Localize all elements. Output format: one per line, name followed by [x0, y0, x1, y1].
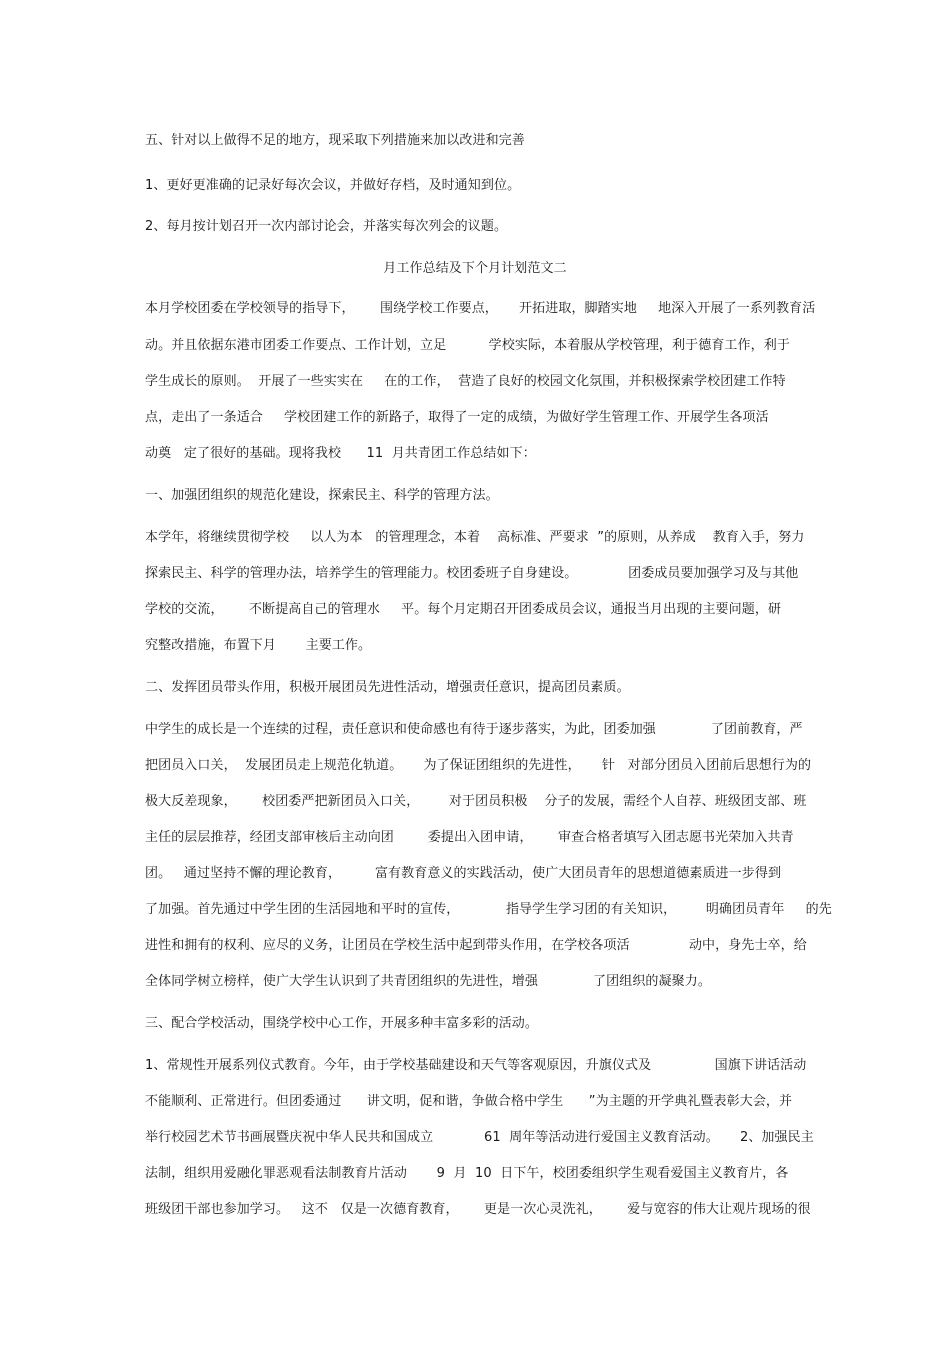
section-5-heading: 五、针对以上做得不足的地方，现采取下列措施来加以改进和完善 [145, 133, 525, 148]
paragraph-line: 团。 通过坚持不懈的理论教育， 富有教育意义的实践活动，使广大团员青年的思想道德素质进一步得到 [145, 866, 782, 881]
paragraph-line: 了加强。首先通过中学生团的生活园地和平时的宣传， 指导学生学习团的有关知识， 明确团员青年 的先 [145, 902, 832, 917]
paragraph-line: 点，走出了一条适合 学校团建工作的新路子，取得了一定的成绩，为做好学生管理工作、开展学生各项活 [145, 410, 769, 425]
section-1-heading: 一、加强团组织的规范化建设，探索民主、科学的管理方法。 [145, 488, 499, 503]
section-2-heading: 二、发挥团员带头作用，积极开展团员先进性活动，增强责任意识，提高团员素质。 [145, 680, 630, 695]
paragraph-line: 究整改措施，布置下月 主要工作。 [145, 638, 372, 653]
paragraph-line: 动奠 定了很好的基础。现将我校 11 月共青团工作总结如下： [145, 446, 536, 461]
paragraph-line: 主任的层层推荐，经团支部审核后主动向团 委提出入团申请， 审查合格者填写入团志愿书光荣加入共青 [145, 830, 794, 845]
section-3-heading: 三、配合学校活动，围绕学校中心工作，开展多种丰富多彩的活动。 [145, 1016, 539, 1031]
paragraph-line: 班级团干部也参加学习。 这不 仅是一次德育教育， 更是一次心灵洗礼， 爱与宽容的伟大让观片现场的很 [145, 1202, 811, 1217]
paragraph-line: 法制，组织用爱融化罪恶观看法制教育片活动 9 月 10 日下午，校团委组织学生观看爱国主义教育片，各 [145, 1166, 789, 1181]
paragraph-line: 本学年，将继续贯彻学校 以人为本 的管理理念，本着 高标准、严要求 ”的原则，从养成 教育入手，努力 [145, 530, 805, 545]
paragraph-line: 学校的交流， 不断提高自己的管理水 平。每个月定期召开团委成员会议，通报当月出现的主要问题，研 [145, 602, 782, 617]
paragraph-line: 不能顺利、正常进行。但团委通过 讲文明，促和谐，争做合格中学生 ”为主题的开学典礼暨表彰大会，并 [145, 1094, 793, 1109]
paragraph-line: 极大反差现象， 校团委严把新团员入口关， 对于团员积极 分子的发展，需经个人自荐、班级团支部、班 [145, 794, 807, 809]
document-title: 月工作总结及下个月计划范文二 [383, 261, 567, 276]
paragraph-line: 举行校园艺术节书画展暨庆祝中华人民共和国成立 61 周年等活动进行爱国主义教育活动。 2、加强民主 [145, 1130, 814, 1145]
paragraph-line: 进性和拥有的权利、应尽的义务，让团员在学校生活中起到带头作用，在学校各项活 动中，身先士卒，给 [145, 938, 807, 953]
paragraph-line: 把团员入口关， 发展团员走上规范化轨道。 为了保证团组织的先进性， 针 对部分团员入团前后思想行为的 [145, 758, 812, 773]
paragraph-line: 1、常规性开展系列仪式教育。今年，由于学校基础建设和天气等客观原因，升旗仪式及 国旗下讲话活动 [145, 1058, 807, 1073]
list-item-1: 1、更好更准确的记录好每次会议，并做好存档，及时通知到位。 [145, 178, 521, 193]
list-item-2: 2、每月按计划召开一次内部讨论会，并落实每次列会的议题。 [145, 219, 508, 234]
paragraph-line: 探索民主、科学的管理办法，培养学生的管理能力。校团委班子自身建设。 团委成员要加强学习及与其他 [145, 566, 799, 581]
paragraph-line: 学生成长的原则。 开展了一些实实在 在的工作， 营造了良好的校园文化氛围，并积极探索学校团建工作特 [145, 374, 786, 389]
paragraph-line: 动。并且依据东港市团委工作要点、工作计划，立足 学校实际，本着服从学校管理，利于德育工作，利于 [145, 338, 790, 353]
paragraph-line: 中学生的成长是一个连续的过程，责任意识和使命感也有待于逐步落实，为此，团委加强 了团前教育，严 [145, 722, 803, 737]
paragraph-line: 本月学校团委在学校领导的指导下， 围绕学校工作要点， 开拓进取，脚踏实地 地深入开展了一系列教育活 [145, 301, 816, 316]
paragraph-line: 全体同学树立榜样，使广大学生认识到了共青团组织的先进性，增强 了团组织的凝聚力。 [145, 974, 711, 989]
